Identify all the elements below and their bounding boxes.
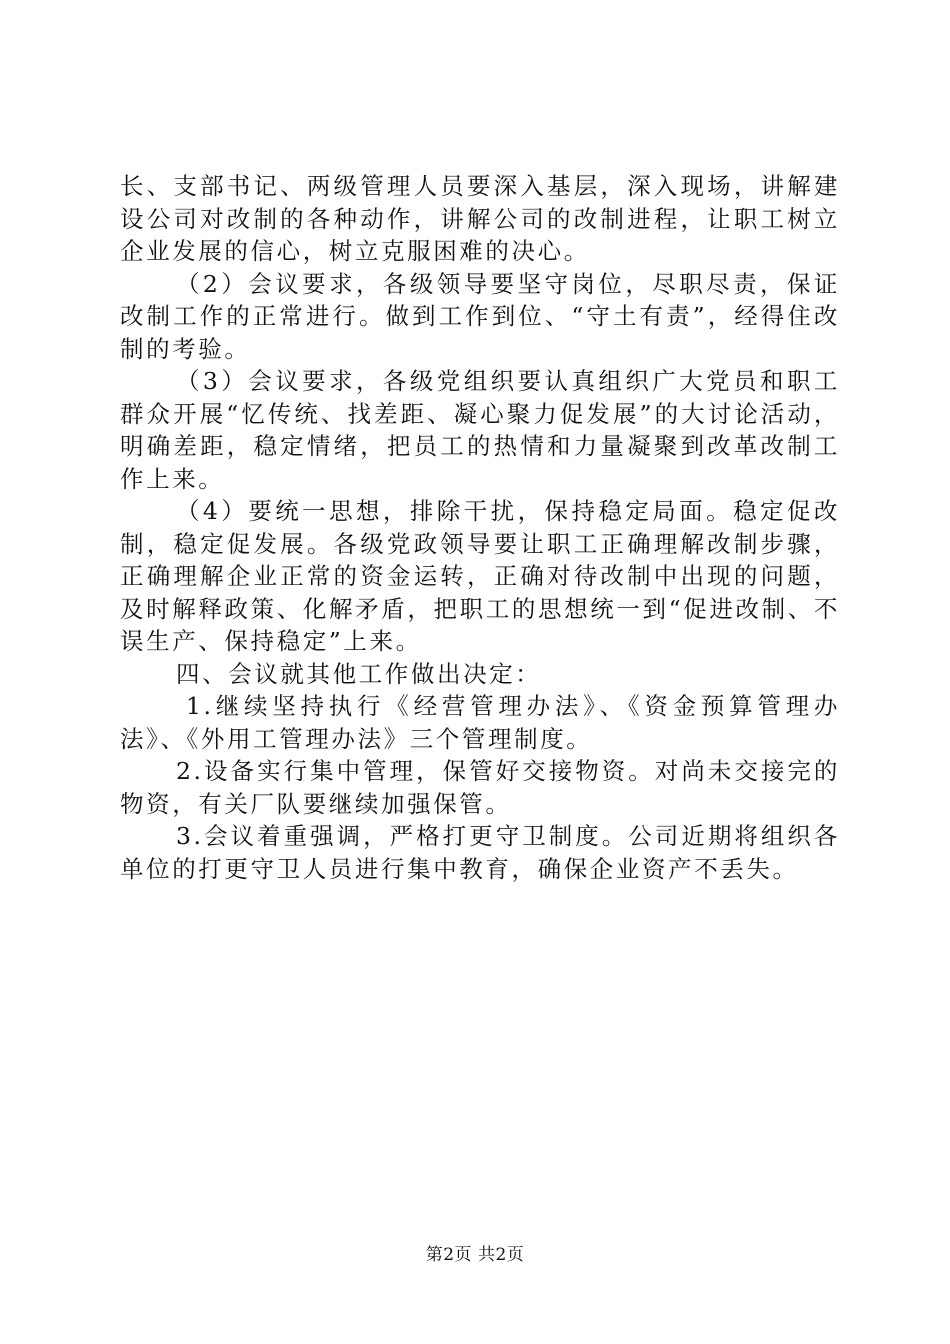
- section-heading-four: 四、会议就其他工作做出决定：: [176, 659, 542, 688]
- paragraph-item-3: （3）会议要求，各级党组织要认真组织广大党员和职工群众开展“忆传统、找差距、凝心聚力促发展”的大讨论活动，明确差距，稳定情绪，把员工的热情和力量凝聚到改革改制工作上来。: [120, 367, 840, 493]
- paragraph-item-2: （2）会议要求，各级领导要坚守岗位，尽职尽责，保证改制工作的正常进行。做到工作到位、“守土有责”，经得住改制的考验。: [120, 269, 840, 363]
- document-body: [120, 170, 840, 885]
- decision-item-2: 2.设备实行集中管理，保管好交接物资。对尚未交接完的物资，有关厂队要继续加强保管。: [120, 757, 840, 818]
- page-number-footer: 第2页 共2页: [425, 1245, 525, 1265]
- paragraph-item-4: （4）要统一思想，排除干扰，保持稳定局面。稳定促改制，稳定促发展。各级党政领导要让职工正确理解改制步骤，正确理解企业正常的资金运转，正确对待改制中出现的问题，及时解释政策、化解矛盾，把职工的思想统一到“促进改制、不误生产、保持稳定”上来。: [120, 497, 840, 655]
- decision-item-1: 1.继续坚持执行《经营管理办法》、《资金预算管理办法》、《外用工管理办法》三个管理制度。: [120, 692, 840, 753]
- paragraph-continuation: 长、支部书记、两级管理人员要深入基层，深入现场，讲解建设公司对改制的各种动作，讲解公司的改制进程，让职工树立企业发展的信心，树立克服困难的决心。: [120, 172, 840, 265]
- decision-item-3: 3.会议着重强调，严格打更守卫制度。公司近期将组织各单位的打更守卫人员进行集中教育，确保企业资产不丢失。: [120, 822, 840, 883]
